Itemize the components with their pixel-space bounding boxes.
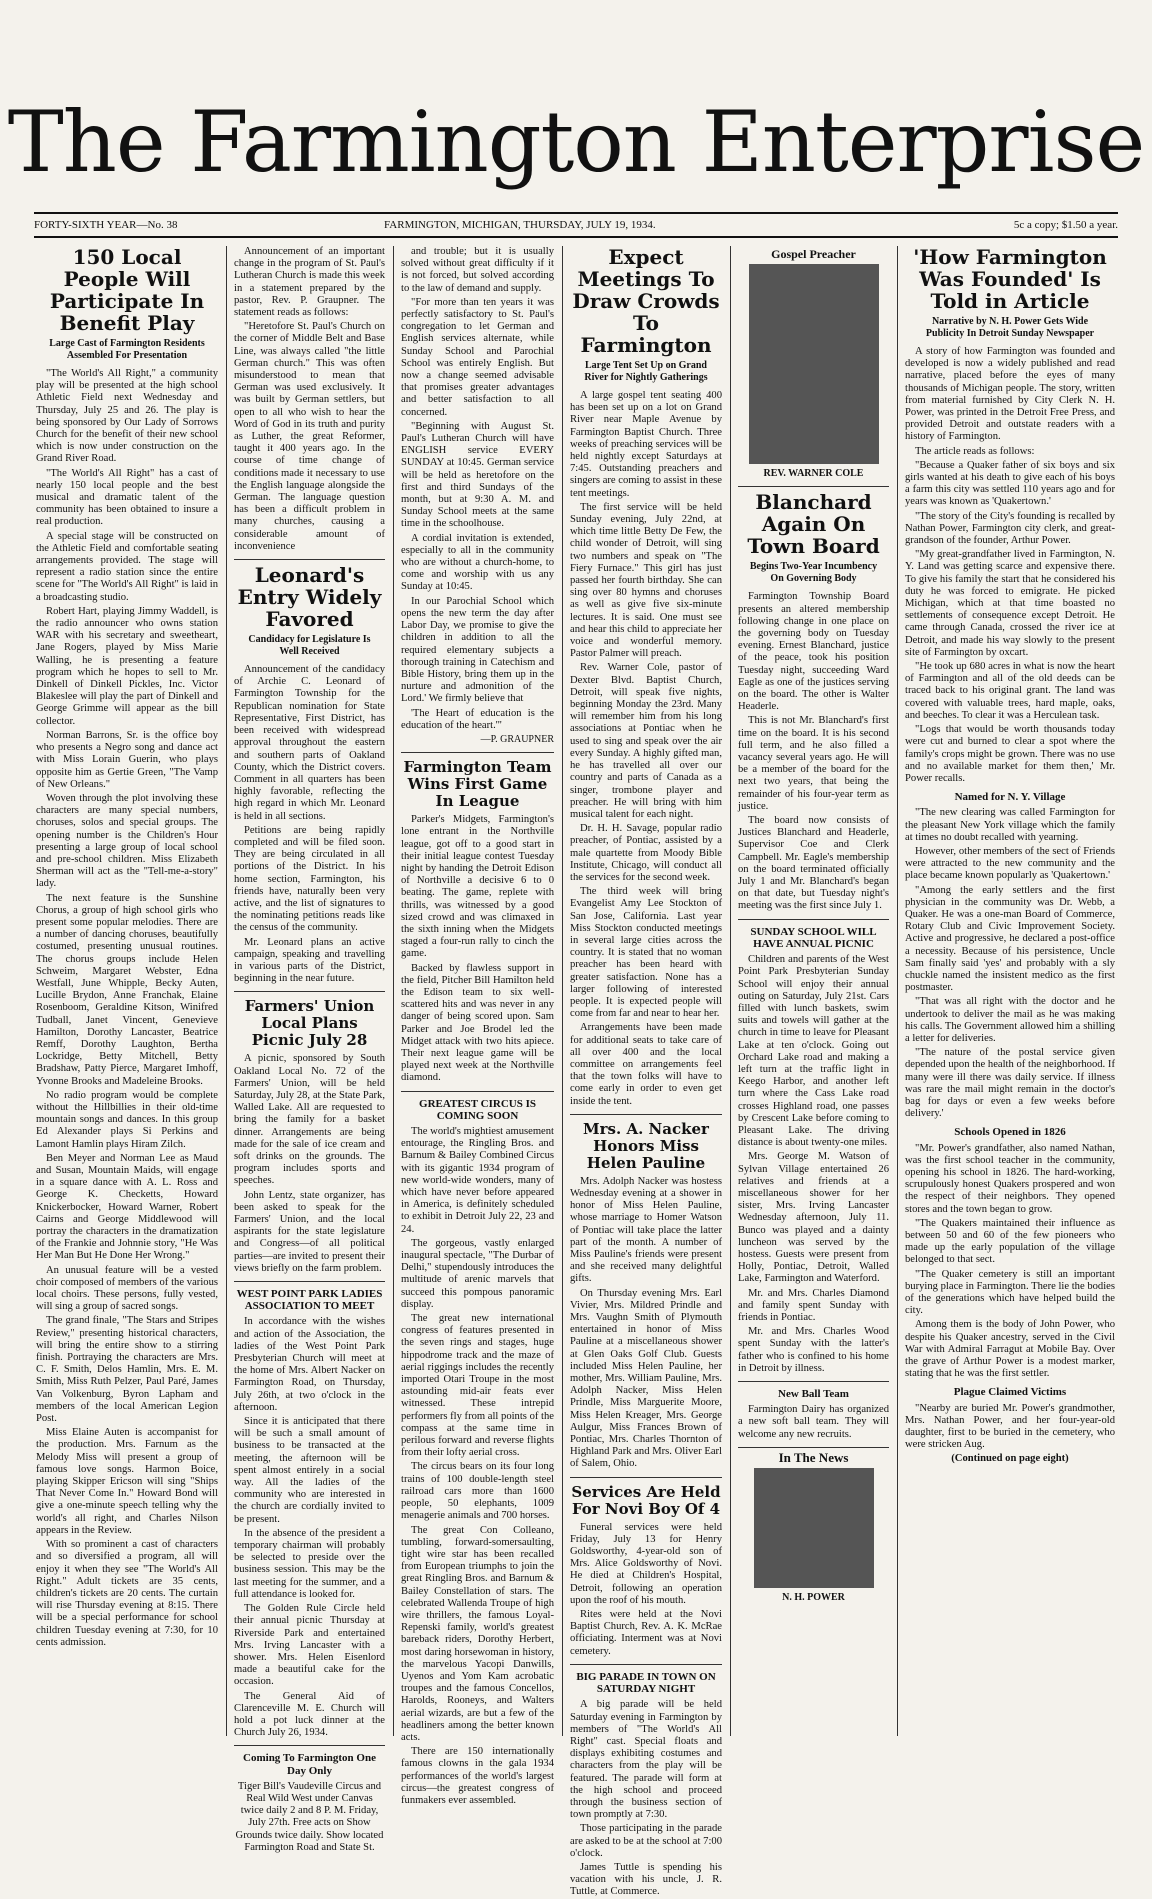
benefit-play-deck: Large Cast of Farmington Residents Assembled For Presentation — [49, 338, 205, 361]
paragraph: "Nearby are buried Mr. Power's grandmother, Mrs. Nathan Power, and her four-year-old daughter, first to be buried in the cemetery, who were stricken Aug. — [905, 1402, 1115, 1451]
column-rule — [562, 246, 563, 1736]
column-rule — [226, 246, 227, 1736]
divider — [401, 1091, 554, 1092]
column-5 — [738, 246, 889, 1736]
paragraph: "The Quaker cemetery is still an important burying place in Farmington. There lie the bodies of the generations which have helped build the city. — [905, 1268, 1115, 1317]
paragraph: Mr. Leonard plans an active campaign, speaking and travelling in various parts of the District, beginning in the near future. — [234, 936, 385, 985]
paragraph: "My great-grandfather lived in Farmington, N. Y. Land was getting scarce and expensive there. To give his family the start that he considered his duty he was forced to emigrate. He picked Michigan, which at that time boasted no settlements of consequence except Detroit. He came through Canada, crossed the river ice at Detroit, and made his way slowly to the present site of Farmington by oxcart. — [905, 549, 1115, 658]
leonard-deck: Candidacy for Legislature Is Well Received — [248, 634, 371, 658]
paragraph: The next feature is the Sunshine Chorus, a group of high school girls who present some popular melodies. There are a number of dancing choruses, beautifully costumed, presenting unusual routines. The chorus groups include Helen Schweim, Margaret Webster, Edna Westfall, June Whipple, Becky Auten, Lucille Brydon, Anne Franchak, Elaine Rosenboom, Geraldine Kitson, Winifred Tudball, Janet Vincent, Genevieve Hamilton, Dorothy Lancaster, Beatrice Remff, Dorothy Laughton, Bertha Lockridge, Betty Mitchell, Betty Bradshaw, Patty Pierce, Margaret Imhoff, Yvonne Brooks and Madeleine Brooks. — [36, 892, 218, 1087]
paragraph: There are 150 internationally famous clowns in the gala 1934 performances of the world's largest circus—the greatest congress of funmakers ever assembled. — [401, 1746, 554, 1806]
column-1 — [36, 246, 218, 1736]
column-6 — [905, 246, 1115, 1736]
paragraph: Woven through the plot involving these characters are many special numbers, choruses, solos and special groups. The opening number is the Children's Hour presenting a large group of local school and pre-school children. Miss Elizabeth Sherman will act as the "Tell-me-a-story" lady. — [36, 792, 218, 890]
circus-body — [401, 1126, 554, 1807]
founded-body-3 — [905, 1143, 1115, 1381]
paragraph: James Tuttle is spending his vacation with his uncle, J. R. Tuttle, at Commerce. — [570, 1861, 722, 1898]
paragraph: With so prominent a cast of characters and so diversified a program, all will enjoy it when they see "The World's All Right." Adult tickets are 35 cents, children's tickets are 20 cents. The curtain will rise Thursday evening at 8:15. There will be a special performance for school children Tuesday evening at 7:30, for 10 cents admission. — [36, 1539, 218, 1648]
divider — [738, 1381, 889, 1382]
paragraph: The Golden Rule Circle held their annual picnic Thursday at Riverside Park and entertained Mrs. Irving Lancaster with a shower. Mrs. Helen Eisenlord made a beautiful cake for the occasion. — [234, 1603, 385, 1688]
dateline-bar — [34, 212, 1118, 238]
paragraph: "The World's All Right" has a cast of nearly 150 local people and the best musical and dramatic talent of the community has been obtained to insure a real production. — [36, 467, 218, 528]
novi-services-headline: Services Are Held For Novi Boy Of 4 — [571, 1482, 721, 1518]
paragraph: and trouble; but it is usually solved without great difficulty if it is not forced, but solved according to the law of demand and supply. — [401, 246, 554, 294]
photo-caption: REV. WARNER COLE — [763, 468, 864, 480]
novi-services-body — [570, 1522, 722, 1658]
paragraph: In accordance with the wishes and action of the Association, the ladies of the West Point Park Presbyterian Church will meet at the home of Mrs. Albert Nacker on Farmington Road, on Thursday, July 26th, at two o'clock in the afternoon. — [234, 1316, 385, 1413]
column-4 — [570, 245, 722, 1898]
paragraph: A big parade will be held Saturday evening in Farmington by members of "The World's All Right" cast. Special floats and displays exhibiting costumes and characters from the play will be featured. The parade will form at the high school and proceed through the business section of town promptly at 7:30. — [570, 1699, 722, 1821]
paragraph: Mr. and Mrs. Charles Diamond and family spent Sunday with friends in Pontiac. — [738, 1287, 889, 1323]
paragraph: "That was all right with the doctor and he undertook to deliver the mail as he was making his calls. The Government allowed him a shilling a letter for deliveries. — [905, 996, 1115, 1044]
rev-warner-cole-photo — [749, 264, 879, 464]
photo-title: Gospel Preacher — [771, 247, 856, 261]
paragraph: In the absence of the president a temporary chairman will probably be selected to preside over the business session. This may be the last meeting for the summer, and a full attendance is looked for. — [234, 1527, 385, 1600]
paragraph: In our Parochial School which opens the new term the day after Labor Day, we promise to give the children in addition to all the required elementary subjects a thorough training in Catechism and Bible History, bring them up in the nurture and admonition of the Lord.' We firmly believe that — [401, 595, 554, 705]
divider — [570, 1664, 722, 1665]
paragraph: "He took up 680 acres in what is now the heart of Farmington and all of the old deeds can be traced back to his original grant. The land was covered with valuable trees, hard maple, oaks, and beeches. To clear it was a Herculean task. — [905, 661, 1115, 721]
paragraph: A large gospel tent seating 400 has been set up on a lot on Grand River near Maple Avenue by Farmington Baptist Church. Three weeks of preaching services will be held nightly except Saturdays at 7:45. Outstanding preachers and singers are coming to assist in these tent meetings. — [570, 390, 722, 499]
paragraph: "The new clearing was called Farmington for the pleasant New York village which the family at times no doubt recalled with yearning. — [905, 807, 1115, 843]
paragraph: "Among the early settlers and the first physician in the community was Dr. Webb, a Quaker. He was a one-man Board of Commerce, Rotary Club and Civic Improvement Society. Active and progressive, he declared a post-office a necessity. Because of his persistence, Uncle Sam finally said 'yes' and probably with a sly chuckle named the insistent medico as the first postmaster. — [905, 884, 1115, 994]
n-h-power-photo — [754, 1468, 874, 1588]
nacker-headline: Mrs. A. Nacker Honors Miss Helen Pauline — [583, 1119, 709, 1172]
subhead-plague: Plague Claimed Victims — [953, 1386, 1067, 1399]
paragraph: Petitions are being rapidly completed and will be filed soon. They are being circulated in all portions of the District. In his home section, Farmington, his friends have, naturally been very active, and the list of signatures to the nominating petitions reads like the census of the community. — [234, 824, 385, 934]
paragraph: John Lentz, state organizer, has been asked to speak for the Farmers' Union, and the local aspirants for the state legislature and Congress—of all political parties—are invited to present their views briefly on the farm problem. — [234, 1189, 385, 1274]
leonard-headline: Leonard's Entry Widely Favored — [237, 563, 382, 632]
paragraph: A special stage will be constructed on the Athletic Field and comfortable seating arrangements provided. The stage will represent a radio station since the entire scene for "The World's All Right" is laid in a broadcasting studio. — [36, 530, 218, 603]
paragraph: Farmington Township Board presents an altered membership following change in one place on the governing body on Tuesday evening. Ernest Blanchard, justice of the peace, took his position Tuesday night, succeeding Ward Eagle as one of the justices serving on the board. The other is Walter Headerle. — [738, 591, 889, 713]
paragraph: Mrs. George M. Watson of Sylvan Village entertained 26 relatives and friends at a miscellaneous shower for her sister, Mrs. Irving Lancaster Wednesday afternoon, July 11. Bunco was played and a dainty luncheon was served by the hostess. Guests were present from Holly, Pontiac, Detroit, Walled Lake, Farmington and Waterford. — [738, 1151, 889, 1285]
paragraph: Ben Meyer and Norman Lee as Maud and Susan, Mountain Maids, will engage in a square dance with A. L. Ross and George K. Checketts, Howard Knickerbocker, Howard Warner, Robert Cairns and George Middlewood will portray the characters in the dramatization of the Frankie and Johnnie story, "He Was Her Man But He Done Her Wrong." — [36, 1152, 218, 1262]
benefit-play-headline: 150 Local People Will Participate In Benefit Play — [49, 245, 205, 335]
paragraph: The gorgeous, vastly enlarged inaugural spectacle, "The Durbar of Delhi," stupendously introduces the multitude of arenic marvels that succeed this pompous panoramic display. — [401, 1237, 554, 1310]
paragraph: "For more than ten years it was perfectly satisfactory to St. Paul's congregation to let German and English services alternate, while Sunday School and Parochial School was entirely English. But now a change seemed advisable that promises greater advantages and better satisfaction to all concerned. — [401, 296, 554, 418]
divider — [401, 752, 554, 753]
leonard-body — [234, 664, 385, 985]
pastor-signature: —P. GRAUPNER — [480, 733, 554, 745]
paragraph: A cordial invitation is extended, especially to all in the community who are without a church-home, to come and worship with us any Sunday at 10:45. — [401, 532, 554, 593]
paragraph: The General Aid of Clarenceville M. E. Church will hold a pot luck dinner at the Church July 26, 1934. — [234, 1690, 385, 1739]
column-rule — [730, 246, 731, 1736]
paragraph: The grand finale, "The Stars and Stripes Review," presenting historical characters, will bring the entire show to a stirring finish. Portraying the characters are Mrs. C. F. Smith, Delos Hamlin, Mrs. E. M. Smith, Miss Ruth Pelzer, Paul Paré, James Van Volkenburg, Byron Lapham and members of the local American Legion Post. — [36, 1315, 218, 1425]
paragraph: No radio program would be complete without the Hillbillies in their old-time mountain songs and dances. In this group Ed Alexander plays Si Perkins and Lamont Hamlin plays Hiram Zilch. — [36, 1089, 218, 1150]
paragraph: The article reads as follows: — [915, 445, 1035, 457]
column-rule — [897, 246, 898, 1736]
blanchard-headline: Blanchard Again On Town Board — [747, 490, 880, 559]
paragraph: Arrangements have been made for additional seats to take care of all over 400 and the local committee on arrangements feel that the town folks will have to come early in order to even get inside the tent. — [570, 1022, 722, 1107]
paragraph: "The World's All Right," a community play will be presented at the high school Athletic Field next Wednesday and Thursday, July 25 and 26. The play is being sponsored by Our Lady of Sorrows Church for the benefit of their new school which is now under construction on the Grand River Road. — [36, 368, 218, 465]
paragraph: "Because a Quaker father of six boys and six girls wanted at his death to give each of his boys a farm this city was settled 110 years ago and for years was known as 'Quakertown.' — [905, 459, 1115, 508]
divider — [738, 1447, 889, 1448]
paragraph: Miss Elaine Auten is accompanist for the production. Mrs. Farnum as the Melody Miss will present a group of famous love songs. Harmon Boice, playing Skipper Ericson will sing "Ships That Never Come In." Howard Bond will give a one-minute speech telling why the world's all right, and Charles Nilson appears in the Review. — [36, 1427, 218, 1536]
meetings-body — [570, 390, 722, 1108]
paragraph: "The Quakers maintained their influence as between 50 and 60 of the few pioneers who made up the early population of the village belonged to that sect. — [905, 1217, 1115, 1266]
paragraph: On Thursday evening Mrs. Earl Vivier, Mrs. Mildred Prindle and Mrs. Vaughn Smith of Plymouth entertained in honor of Miss Pauline at a miscellaneous shower at Glen Oaks Golf Club. Guests included Miss Helen Pauline, her mother, Mrs. William Pauline, Mrs. Adolph Nacker, Miss Helen Prindle, Miss Marguerite Moore, Miss Helen Kreager, Mrs. George Aulgur, Miss Frances Brown of Pontiac, Mrs. Charles Thornton of Highland Park and Mrs. Oliver Earl of Salem, Ohio. — [570, 1287, 722, 1470]
in-the-news-title: In The News — [778, 1449, 849, 1465]
paragraph: Robert Hart, playing Jimmy Waddell, is the radio announcer who owns station WAR with his secretary and sweetheart, Jane Rogers, played by Miss Marie Walling, he is presenting a feature program which he hopes to sell to Mr. Dinkell of Dinkell Pickles, Inc. Victor Blakeslee will play the part of Dinkell and George Grimme will appear as the bill collector. — [36, 605, 218, 727]
divider — [234, 991, 385, 992]
benefit-play-body — [36, 368, 218, 1649]
paragraph: "Beginning with August St. Paul's Lutheran Church will have ENGLISH service EVERY SUNDAY at 10:45. German service will be held as heretofore on the first and third Sundays of the month, but at 9:30 A. M. and Sunday School meets at the same time in the schoolhouse. — [401, 420, 554, 530]
divider — [234, 1745, 385, 1746]
paragraph: Those participating in the parade are asked to be at the school at 7:00 o'clock. — [570, 1823, 722, 1859]
ladies-association-headline: WEST POINT PARK LADIES ASSOCIATION TO MEET — [236, 1288, 383, 1313]
paragraph: The world's mightiest amusement entourage, the Ringling Bros. and Barnum & Bailey Combined Circus with its gigantic 1934 program of new world-wide wonders, many of which have never before appeared in America, is definitely scheduled to exhibit in Detroit July 22, 23 and 24. — [401, 1126, 554, 1235]
farmers-union-body — [234, 1053, 385, 1275]
ball-team-headline: New Ball Team — [778, 1388, 849, 1400]
divider — [234, 1281, 385, 1282]
meetings-deck: Large Tent Set Up on Grand River for Nightly Gatherings — [584, 360, 708, 383]
paragraph: "Logs that would be worth thousands today were cut and burned to clear a spot where the family's crops might be grown. There was no use and no available market for them then,' Mr. Power recalls. — [905, 724, 1115, 784]
sunday-school-body — [738, 954, 889, 1375]
volume-number: FORTY-SIXTH YEAR—No. 38 — [34, 219, 178, 231]
founded-deck: Narrative by N. H. Power Gets Wide Publicity In Detroit Sunday Newspaper — [925, 316, 1095, 339]
paragraph: Mr. and Mrs. Charles Wood spent Sunday with the latter's father who is confined to his home in Detroit by illness. — [738, 1326, 889, 1374]
paragraph: Parker's Midgets, Farmington's lone entrant in the Northville league, got off to a good start in their initial league contest Tuesday night by handing the Detroit Edison of Northville a decisive 6 to 0 beating. The game, replete with thrills, was witnessed by a good sized crowd and was climaxed in the sixth inning when the Midgets staged a four-run rally to cinch the game. — [401, 814, 554, 960]
blanchard-body — [738, 591, 889, 912]
paragraph: A story of how Farmington was founded and developed is now a widely published and read narrative, placed before the eyes of many thousands of Michigan people. The story, written from material furnished by City Clerk N. H. Power, was printed in the Detroit Free Press, and provided Detroit and outstate readers with a history of Farmington. — [905, 346, 1115, 443]
founded-body — [905, 346, 1115, 785]
subhead-ny-village: Named for N. Y. Village — [954, 791, 1066, 804]
issue-date: FARMINGTON, MICHIGAN, THURSDAY, JULY 19, 1934. — [384, 219, 656, 231]
price: 5c a copy; $1.50 a year. — [1013, 219, 1118, 231]
paragraph: Rev. Warner Cole, pastor of Dexter Blvd. Baptist Church, Detroit, will speak five nights, beginning Monday the 23rd. Many will remember him from his long associations at Pontiac when he used to sing and speak over the air every Sunday. A highly gifted man, he has travelled all over our country and parts of Canada as a singer, trombone player and preacher. He will bring with him musical talent for each night. — [570, 662, 722, 820]
column-rule — [393, 246, 394, 1736]
founded-body-4 — [905, 1403, 1115, 1452]
nacker-body — [570, 1176, 722, 1471]
blanchard-deck: Begins Two-Year Incumbency On Governing Body — [749, 561, 878, 585]
paragraph: Announcement of the candidacy of Archie C. Leonard of Farmington Township for the Republican nomination for State Representative, First District, has been received with widespread approval throughout the eastern and southern parts of Oakland County, which the District covers. Comment in all quarters has been highly favorable, reflecting the high regard in which Mr. Leonard is held in all sections. — [234, 664, 385, 822]
subhead-schools: Schools Opened in 1826 — [954, 1126, 1066, 1139]
paragraph: Rites were held at the Novi Baptist Church, Rev. A. K. McRae officiating. Interment was at Novi cemetery. — [570, 1609, 722, 1657]
paragraph: Norman Barrons, Sr. is the office boy who presents a Negro song and dance act with Miss Lorain Guerin, who plays opposite him as Gertie Green, "The Vamp of New Orleans." — [36, 729, 218, 790]
paragraph: The board now consists of Justices Blanchard and Headerle, Supervisor Coe and Clerk Campbell. Mr. Eagle's membership on the board terminated officially July 1 and Mr. Blanchard's began on that date, but Tuesday night's meeting was the first since July 1. — [738, 815, 889, 912]
column-3 — [401, 246, 554, 1806]
paragraph: The third week will bring Evangelist Amy Lee Stockton of San Jose, California. Last year Miss Stockton conducted meetings in several large cities across the country. It is stated that no woman preacher has been heard with greater satisfaction. None has a larger following of interested people. It is expected people will come from far and near to hear her. — [570, 886, 722, 1020]
divider — [738, 486, 889, 487]
sunday-school-headline: SUNDAY SCHOOL WILL HAVE ANNUAL PICNIC — [750, 925, 877, 950]
founded-body-2 — [905, 807, 1115, 1120]
divider — [570, 1477, 722, 1478]
paragraph: An unusual feature will be a vested choir composed of members of the various local choirs. These persons, fully vested, will sing a group of sacred songs. — [36, 1264, 218, 1313]
paragraph: Mrs. Adolph Nacker was hostess Wednesday evening at a shower in honor of Miss Helen Pauline, whose marriage to Homer Watson of Pontiac will take place the latter part of the month. A number of Miss Pauline's friends were present and she received many delightful gifts. — [570, 1175, 722, 1285]
lutheran-body — [234, 246, 385, 553]
farmers-union-headline: Farmers' Union Local Plans Picnic July 28 — [244, 997, 375, 1050]
column-2 — [234, 246, 385, 1853]
parade-body — [570, 1699, 722, 1898]
divider — [570, 1114, 722, 1115]
parade-headline: BIG PARADE IN TOWN ON SATURDAY NIGHT — [576, 1670, 716, 1696]
divider — [738, 919, 889, 920]
coming-to-farmington-text: Tiger Bill's Vaudeville Circus and Real Wild West under Canvas twice daily 2 and 8 P. M. Friday, July 27th. Free acts on Show Grounds twice daily. Show located Farmington Road and State St. — [235, 1780, 384, 1853]
ball-team-text: Farmington Dairy has organized a new soft ball team. They will welcome any new recruits. — [738, 1404, 889, 1440]
masthead-title: The Farmington Enterprise — [7, 93, 1145, 191]
divider — [234, 559, 385, 560]
lutheran-continued-body — [401, 246, 554, 732]
paragraph: The great new international congress of features presented in the seven rings and stages, huge hippodrome track and the maze of aerial riggings includes the recently imported Otari Troupe in the most astounding mid-air feats ever witnessed. These intrepid performers fly from all points of the compass at the same time in perilous forward and reverse flights from their lofty aerial cross. — [401, 1313, 554, 1459]
founded-headline: 'How Farmington Was Founded' Is Told in Article — [913, 245, 1107, 313]
paragraph: Announcement of an important change in the program of St. Paul's Lutheran Church is made this week in a statement prepared by the pastor, Rev. P. Graupner. The statement reads as follows: — [234, 246, 385, 319]
paragraph: Dr. H. H. Savage, popular radio preacher, of Pontiac, assisted by a male quartette from Moody Bible Institute, Chicago, will conduct all the services for the second week. — [570, 823, 722, 883]
baseball-body — [401, 814, 554, 1084]
news-photo-caption: N. H. POWER — [782, 1592, 845, 1604]
paragraph: Backed by flawless support in the field, Pitcher Bill Hamilton held the Edison team to six well-scattered hits and was never in any danger of being scored upon. Sam Parker and Joe Brodel led the Midget attack with two hits apiece. Their next league game will be played next week at the Northville diamond. — [401, 962, 554, 1084]
paragraph: However, other members of the sect of Friends were attracted to the new community and the place became known popularly as 'Quakertown.' — [905, 845, 1115, 882]
paragraph: Among them is the body of John Power, who despite his Quaker ancestry, served in the Civil War with Admiral Farragut at Mobile Bay. Over the grave of Arthur Power is a modest marker, stating that he was the first settler. — [905, 1319, 1115, 1380]
paragraph: A picnic, sponsored by South Oakland Local No. 72 of the Farmers' Union, will be held Saturday, July 28, at the State Park, Walled Lake. All are requested to bring the family for a basket dinner. Arrangements are being made for the sale of ice cream and soft drinks on the grounds. The program includes sports and speeches. — [234, 1053, 385, 1187]
paragraph: "Heretofore St. Paul's Church on the corner of Middle Belt and Base Line, was always called "the little German church." This was often misunderstood to mean that German was used exclusively. It was built by German settlers, but open to all who wish to hear the Word of God in its truth and purity as Luther, the great Reformer, taught it 400 years ago. In the course of time change of conditions made it necessary to use the English language alongside the German. The language question has been a difficult problem in many churches, causing a considerable amount of inconvenience — [234, 321, 385, 552]
paragraph: Since it is anticipated that there will be such a small amount of business to be transacted at the meeting, the afternoon will be spent almost entirely in a social way. All the ladies of the community who are interested in the church are cordially invited to be present. — [234, 1416, 385, 1525]
continued-notice: (Continued on page eight) — [951, 1453, 1069, 1465]
paragraph: "Mr. Power's grandfather, also named Nathan, was the first school teacher in the community, opening his school in 1826. The hard-working, scrupulously honest Quakers prospered and won the respect of their neighbors. They opened stores and the town began to grow. — [905, 1142, 1115, 1215]
paragraph: Funeral services were held Friday, July 13 for Henry Goldsworthy, 4-year-old son of Mrs. Alice Goldsworthy of Novi. He died at Children's Hospital, Detroit, following an operation upon the roof of his mouth. — [570, 1521, 722, 1606]
baseball-headline: Farmington Team Wins First Game In League — [403, 758, 552, 811]
meetings-headline: Expect Meetings To Draw Crowds To Farmington — [572, 245, 720, 357]
ladies-association-body — [234, 1316, 385, 1739]
paragraph: Children and parents of the West Point Park Presbyterian Sunday School will enjoy their annual outing on Saturday, July 21st. Cars filled with lunch baskets, swim suits and towels will gather at the church in time to leave for Pleasant Lake at ten o'clock. Going out Orchard Lake road and making a left turn at the traffic light in Keego Harbor, and another left turn where the Cass Lake road crosses Highland road, one passes by Crescent Lake before coming to Pleasant Lake. The driving distance is about twenty-one miles. — [738, 954, 889, 1149]
circus-headline: GREATEST CIRCUS IS COMING SOON — [419, 1097, 536, 1122]
paragraph: The circus bears on its four long trains of 100 double-length steel railroad cars more than 1600 people, 50 elephants, 1009 menagerie animals and 700 horses. — [401, 1461, 554, 1522]
paragraph: "The story of the City's founding is recalled by Nathan Power, Farmington city clerk, and great-grandson of the founder, Arthur Power. — [905, 510, 1115, 547]
paragraph: The great Con Colleano, tumbling, forward-somersaulting, tight wire star has been recalled from European triumphs to join the great Ringling Bros. and Barnum & Bailey Constellation of stars. The celebrated Wallenda Troupe of high wire thrillers, the famous Loyal-Repenski family, world's greatest bareback riders, Dorothy Herbert, most daring horsewoman in history, the marvelous Yacopi Danwills, Uyenos and Yom Kam acrobatic troupes and the famous Concellos, Harolds, Rooneys, and Walters aerial wizards, are but a few of the headliners among the better known acts. — [401, 1524, 554, 1743]
paragraph: The first service will be held Sunday evening, July 22nd, at which time little Betty De Few, the child wonder of Detroit, will sing two numbers and speak on "The Fiery Furnace." This girl has just passed her fourth birthday. She can sing over 80 hymns and choruses as well as give five six-minute lectures. It is said. One must see and hear this child to appreciate her voice and wonderful memory. Pastor Palmer will preach. — [570, 501, 722, 660]
paragraph: "The nature of the postal service given depended upon the health of the neighborhood. If many were ill there was daily service. If illness was rare the mail might remain in the doctor's bag for days or even a few weeks before delivery.' — [905, 1047, 1115, 1120]
paragraph: 'The Heart of education is the education of the heart.'" — [401, 707, 554, 731]
coming-to-farmington-headline: Coming To Farmington One Day Only — [243, 1752, 376, 1777]
paragraph: This is not Mr. Blanchard's first time on the board. It is his second full term, and he also filled a vacancy several years ago. He will be a member of the board for the next two years, that being the remainder of his four-year term as justice. — [738, 715, 889, 812]
